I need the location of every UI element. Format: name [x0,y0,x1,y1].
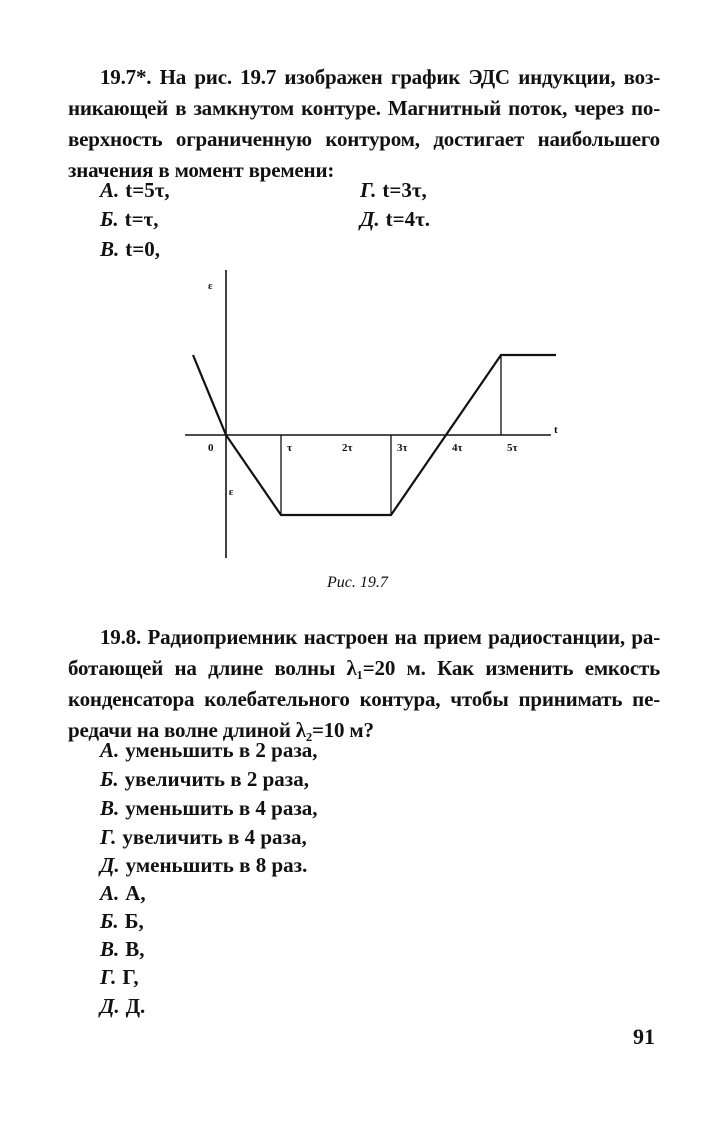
option-v [100,796,318,821]
curve-label: ε [228,486,234,498]
option-b [100,207,158,232]
option-letter: В. [100,237,120,261]
option-text: t=5τ, [125,178,170,202]
problem-19-7-line-3: верхность ограниченную контуром, достигает наибольшего [68,127,660,151]
problem-19-8-line-1: 19.8. Радиоприемник настроен на прием радиостанции, ра- [100,625,660,649]
option-text: t=4τ. [385,207,430,231]
x-tick-label: 0 [208,442,214,454]
graph-tick-labels [208,442,518,454]
x-axis-label: t [554,424,558,436]
problem-19-7-line-2: никающей в замкнутом контуре. Магнитный поток, через по- [68,96,660,120]
y-axis-label: ε [208,280,213,292]
option-text: увеличить в 2 раза, [124,767,309,791]
figure-caption: Рис. 19.7 [327,574,388,591]
x-tick-label: τ [287,442,293,454]
option-text: уменьшить в 8 раз. [125,853,308,877]
option-letter: Б. [100,207,119,231]
x-tick-label: 3τ [397,442,408,454]
option-b [100,767,309,792]
answer-v [100,937,145,962]
option-g [360,178,427,203]
option-a [100,178,170,203]
option-text: t=0, [125,237,160,261]
problem-19-8-line-2: ботающей на длине волны λ₁=20 м. Как изменить емкость [68,656,660,680]
option-a [100,738,318,763]
answer-a [100,881,146,906]
option-d [100,853,307,878]
emf-graph [186,270,556,570]
option-text: увеличить в 4 раза, [122,825,307,849]
option-letter: А. [100,178,120,202]
answer-letter: А. [100,881,120,905]
option-g [100,825,307,850]
option-d [360,207,430,232]
x-tick-label: 2τ [342,442,353,454]
problem-19-8-line-3: конденсатора колебательного контура, чтобы принимать пе- [68,687,660,711]
answer-g [100,965,139,990]
option-text: уменьшить в 4 раза, [125,796,318,820]
option-text: t=τ, [124,207,159,231]
answer-text: Г, [122,965,139,989]
answer-letter: Г. [100,965,117,989]
problem-19-8-line-4: редачи на волне длиной λ₂=10 м? [68,718,374,742]
problem-19-8-text [68,622,660,746]
answer-letter: В. [100,937,120,961]
option-letter: В. [100,796,120,820]
answer-d [100,994,145,1019]
option-text: уменьшить в 2 раза, [125,738,318,762]
answer-letter: Д. [100,994,120,1018]
option-letter: Б. [100,767,119,791]
x-tick-label: 4τ [452,442,463,454]
answer-text: В, [125,937,145,961]
problem-19-7-text [68,62,660,186]
answer-letter: Б. [100,909,119,933]
option-v [100,237,160,262]
option-letter: Д. [100,853,120,877]
option-text: t=3τ, [382,178,427,202]
x-tick-label: 5τ [507,442,518,454]
page-number: 91 [633,1024,655,1049]
answer-text: Д. [125,994,146,1018]
answer-b [100,909,144,934]
answer-text: Б, [124,909,144,933]
problem-19-7-line-4: значения в момент времени: [68,158,335,182]
option-letter: Г. [360,178,377,202]
answer-text: А, [125,881,146,905]
problem-19-7-line-1: 19.7*. На рис. 19.7 изображен график ЭДС индукции, воз- [100,65,660,89]
option-letter: Д. [360,207,380,231]
option-letter: А. [100,738,120,762]
option-letter: Г. [100,825,117,849]
